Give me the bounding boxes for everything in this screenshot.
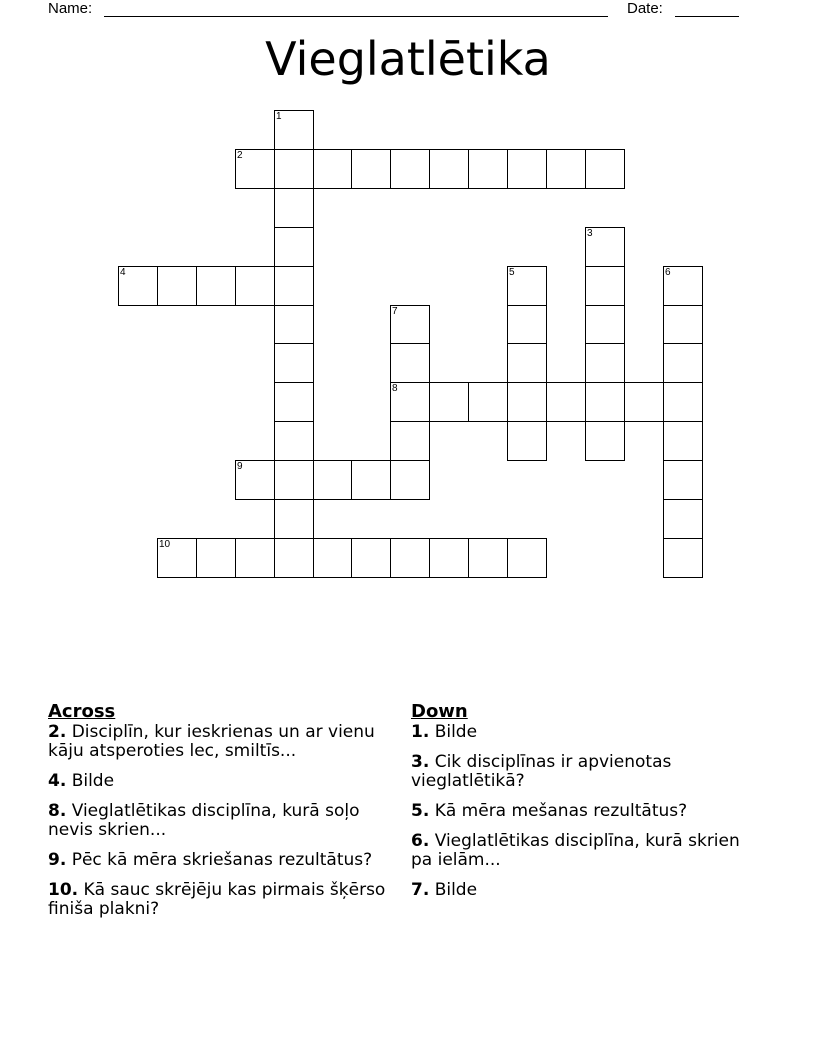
grid-cell[interactable] xyxy=(390,305,430,345)
clue-across-2: 2. Disciplīn, kur ieskrienas un ar vienu kāju atsperoties lec, smiltīs... xyxy=(48,722,375,761)
grid-cell[interactable] xyxy=(235,538,275,578)
puzzle-title: Vieglatlētika xyxy=(265,32,551,86)
grid-cell[interactable] xyxy=(390,149,430,189)
grid-cell[interactable] xyxy=(390,460,430,500)
grid-cell[interactable] xyxy=(351,538,391,578)
grid-cell[interactable] xyxy=(585,149,625,189)
grid-cell[interactable] xyxy=(274,538,314,578)
clue-across-9: 9. Pēc kā mēra skriešanas rezultātus? xyxy=(48,850,373,870)
grid-cell[interactable] xyxy=(585,227,625,267)
grid-cell[interactable] xyxy=(663,266,703,306)
grid-cell[interactable] xyxy=(390,421,430,461)
grid-cell[interactable] xyxy=(663,499,703,539)
clue-across-4: 4. Bilde xyxy=(48,771,115,791)
clue-number: 9 xyxy=(237,461,243,472)
clue-number: 1 xyxy=(276,111,282,122)
grid-cell[interactable] xyxy=(274,421,314,461)
grid-cell[interactable] xyxy=(313,538,353,578)
grid-cell[interactable] xyxy=(429,382,469,422)
grid-cell[interactable] xyxy=(507,266,547,306)
name-label: Name: xyxy=(48,0,93,17)
grid-cell[interactable] xyxy=(157,266,197,306)
grid-cell[interactable] xyxy=(429,538,469,578)
grid-cell[interactable] xyxy=(585,343,625,383)
grid-cell[interactable] xyxy=(507,382,547,422)
grid-cell[interactable] xyxy=(351,149,391,189)
grid-cell[interactable] xyxy=(585,382,625,422)
grid-cell[interactable] xyxy=(507,421,547,461)
clue-number: 10 xyxy=(159,539,171,550)
grid-cell[interactable] xyxy=(390,343,430,383)
grid-cell[interactable] xyxy=(196,266,236,306)
clue-number: 4 xyxy=(120,267,126,278)
clue-down-1: 1. Bilde xyxy=(411,722,478,742)
grid-cell[interactable] xyxy=(274,460,314,500)
across-heading: Across xyxy=(48,701,116,722)
grid-cell[interactable] xyxy=(585,266,625,306)
grid-cell[interactable] xyxy=(468,149,508,189)
grid-cell[interactable] xyxy=(507,343,547,383)
grid-cell[interactable] xyxy=(585,305,625,345)
grid-cell[interactable] xyxy=(663,460,703,500)
grid-cell[interactable] xyxy=(468,382,508,422)
grid-cell[interactable] xyxy=(274,227,314,267)
grid-cell[interactable] xyxy=(235,149,275,189)
grid-cell[interactable] xyxy=(274,110,314,150)
grid-cell[interactable] xyxy=(235,266,275,306)
grid-cell[interactable] xyxy=(507,149,547,189)
grid-cell[interactable] xyxy=(507,538,547,578)
clue-number: 6 xyxy=(665,267,671,278)
grid-cell[interactable] xyxy=(585,421,625,461)
grid-cell[interactable] xyxy=(429,149,469,189)
grid-cell[interactable] xyxy=(274,149,314,189)
clue-down-3: 3. Cik disciplīnas ir apvienotas vieglatlētikā? xyxy=(411,752,672,791)
grid-cell[interactable] xyxy=(390,382,430,422)
clue-number: 2 xyxy=(237,150,243,161)
grid-cell[interactable] xyxy=(118,266,158,306)
down-clues xyxy=(411,702,756,911)
clue-number: 7 xyxy=(392,306,398,317)
grid-cell[interactable] xyxy=(351,460,391,500)
grid-cell[interactable] xyxy=(274,266,314,306)
clue-number: 8 xyxy=(392,383,398,394)
clue-down-5: 5. Kā mēra mešanas rezultātus? xyxy=(411,801,688,821)
grid-cell[interactable] xyxy=(468,538,508,578)
clue-down-7: 7. Bilde xyxy=(411,880,478,900)
clue-down-6: 6. Vieglatlētikas disciplīna, kurā skrien pa ielām... xyxy=(411,831,740,870)
grid-cell[interactable] xyxy=(313,460,353,500)
grid-cell[interactable] xyxy=(546,149,586,189)
grid-cell[interactable] xyxy=(235,460,275,500)
grid-cell[interactable] xyxy=(663,305,703,345)
grid-cell[interactable] xyxy=(663,343,703,383)
clue-across-8: 8. Vieglatlētikas disciplīna, kurā soļo nevis skrien... xyxy=(48,801,360,840)
grid-cell[interactable] xyxy=(390,538,430,578)
grid-cell[interactable] xyxy=(157,538,197,578)
across-clues xyxy=(48,702,393,930)
name-field-line[interactable] xyxy=(104,16,608,17)
grid-cell[interactable] xyxy=(546,382,586,422)
clue-number: 3 xyxy=(587,228,593,239)
grid-cell[interactable] xyxy=(507,305,547,345)
grid-cell[interactable] xyxy=(663,421,703,461)
down-heading: Down xyxy=(411,701,468,722)
date-field-line[interactable] xyxy=(675,16,739,17)
grid-cell[interactable] xyxy=(274,188,314,228)
grid-cell[interactable] xyxy=(274,343,314,383)
worksheet-header xyxy=(0,0,816,22)
grid-cell[interactable] xyxy=(196,538,236,578)
grid-cell[interactable] xyxy=(313,149,353,189)
grid-cell[interactable] xyxy=(663,538,703,578)
grid-cell[interactable] xyxy=(274,382,314,422)
date-label: Date: xyxy=(627,0,663,17)
grid-cell[interactable] xyxy=(274,305,314,345)
clue-number: 5 xyxy=(509,267,515,278)
clue-across-10: 10. Kā sauc skrējēju kas pirmais šķērso finiša plakni? xyxy=(48,880,386,919)
grid-cell[interactable] xyxy=(274,499,314,539)
grid-cell[interactable] xyxy=(663,382,703,422)
grid-cell[interactable] xyxy=(624,382,664,422)
